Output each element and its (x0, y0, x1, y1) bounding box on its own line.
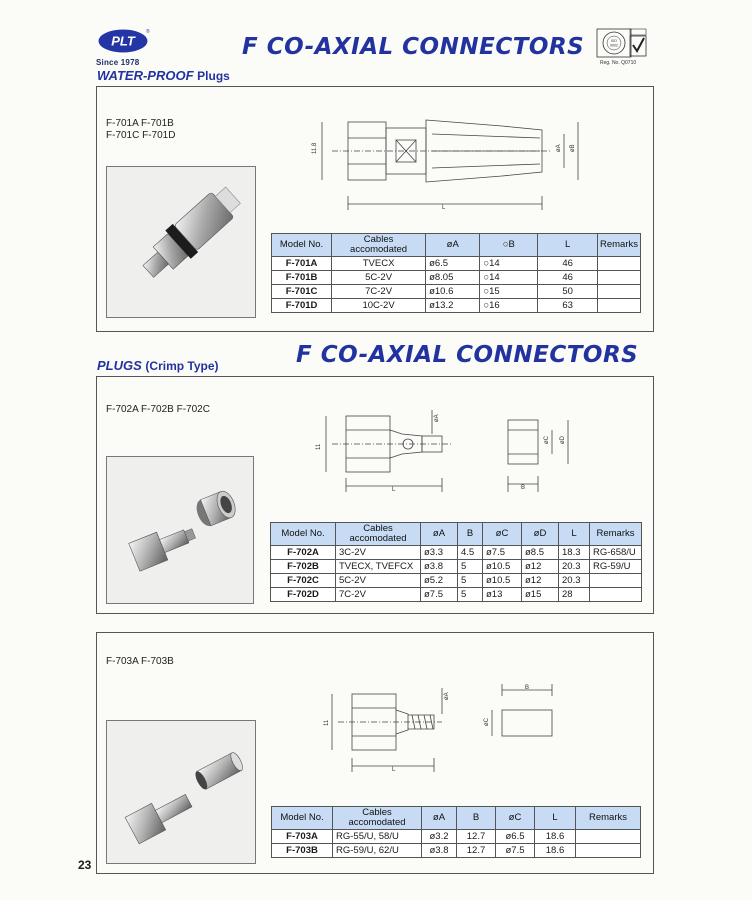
cell: 18.6 (535, 830, 576, 844)
table-header-row (271, 523, 642, 546)
section2-models: F-702A F-702B F-702C (106, 404, 210, 415)
cell: ø10.6 (426, 285, 480, 299)
col-header: L (535, 807, 576, 830)
col-header: øA (422, 807, 457, 830)
cell (590, 574, 642, 588)
cell: ø12 (522, 560, 559, 574)
product-photo-701 (106, 166, 256, 318)
cell: 18.6 (535, 844, 576, 858)
page-title: F CO-AXIAL CONNECTORS (242, 34, 585, 60)
col-header: Remarks (597, 234, 640, 257)
cell: ○15 (480, 285, 538, 299)
drawing-701 (302, 112, 592, 216)
section2-big-title: F CO-AXIAL CONNECTORS (296, 342, 639, 368)
table-row (272, 271, 641, 285)
table-row (271, 546, 642, 560)
cell: RG-59/U, 62/U (333, 844, 422, 858)
table-row (272, 257, 641, 271)
cell (597, 257, 640, 271)
table-row (272, 844, 641, 858)
col-header: øA (426, 234, 480, 257)
cell: 5C-2V (332, 271, 426, 285)
cell (597, 299, 640, 313)
cell: 10C-2V (332, 299, 426, 313)
cell: ○14 (480, 271, 538, 285)
section2-subtitle: (Crimp Type) (145, 359, 219, 373)
table-row (272, 285, 641, 299)
dim-b: B (525, 685, 530, 691)
cell-model: F-703A (272, 830, 333, 844)
svg-text:ISO: ISO (610, 39, 618, 43)
cell: ø3.2 (422, 830, 457, 844)
cell: ø13.2 (426, 299, 480, 313)
section1-heading (97, 68, 230, 83)
table-702 (270, 522, 642, 602)
cell: 4.5 (458, 546, 483, 560)
cell: ø3.3 (421, 546, 458, 560)
cell-model: F-703B (272, 844, 333, 858)
col-header: B (458, 523, 483, 546)
cell: 5 (458, 588, 483, 602)
col-header: øA (421, 523, 458, 546)
cell: ø8.05 (426, 271, 480, 285)
table-row (272, 299, 641, 313)
cell-model: F-701C (272, 285, 332, 299)
cell: RG-55/U, 58/U (333, 830, 422, 844)
page-number: 23 (78, 858, 92, 872)
col-header: øC (483, 523, 522, 546)
table-703 (271, 806, 641, 858)
cell-model: F-701B (272, 271, 332, 285)
cell: 5C-2V (336, 574, 421, 588)
dim-hex: 11 (316, 443, 322, 450)
product-photo-703 (106, 720, 256, 864)
dim-hex: 11 (324, 719, 330, 726)
cell: ø6.5 (496, 830, 535, 844)
cell: TVECX (332, 257, 426, 271)
dim-a: øA (444, 692, 450, 700)
table-row (272, 830, 641, 844)
table-header-row (272, 234, 641, 257)
cell: TVECX, TVEFCX (336, 560, 421, 574)
since-label: Since 1978 (96, 58, 140, 67)
table-row (271, 588, 642, 602)
cell: ø12 (522, 574, 559, 588)
dim-d: øD (560, 436, 566, 444)
cell: 5 (458, 574, 483, 588)
cell-model: F-701A (272, 257, 332, 271)
cell: 50 (538, 285, 598, 299)
col-header: Remarks (576, 807, 641, 830)
dim-l: L (442, 205, 446, 211)
drawing-703 (322, 680, 572, 774)
cell: 63 (538, 299, 598, 313)
cell: ø7.5 (421, 588, 458, 602)
dim-b: øB (570, 144, 576, 152)
models-line-2: F-701C F-701D (106, 130, 176, 141)
dim-l: L (392, 487, 396, 493)
cell: 3C-2V (336, 546, 421, 560)
drawing-702 (312, 404, 594, 496)
cell: 12.7 (457, 830, 496, 844)
col-header: øC (496, 807, 535, 830)
product-photo-702 (106, 456, 254, 604)
cell-model: F-702D (271, 588, 336, 602)
cell: 7C-2V (336, 588, 421, 602)
plt-logo (96, 26, 150, 56)
cell: 46 (538, 257, 598, 271)
cell-model: F-702C (271, 574, 336, 588)
section3-models: F-703A F-703B (106, 656, 174, 667)
dim-b: B (521, 485, 526, 491)
dim-a: øA (556, 144, 562, 152)
cell: 20.3 (559, 560, 590, 574)
col-header: Remarks (590, 523, 642, 546)
reg-number: Reg. No. Q0710 (600, 60, 637, 66)
cell-model: F-702A (271, 546, 336, 560)
col-header: Cables accomodated (333, 807, 422, 830)
cell (576, 830, 641, 844)
cell: ø8.5 (522, 546, 559, 560)
connector-703-illustration (107, 721, 255, 863)
table-header-row (272, 807, 641, 830)
dim-hex: 11.8 (312, 142, 318, 154)
col-header: Cables accomodated (336, 523, 421, 546)
col-header: Model No. (272, 234, 332, 257)
col-header: ○B (480, 234, 538, 257)
cell: ○16 (480, 299, 538, 313)
col-header: Model No. (272, 807, 333, 830)
dim-c: øC (544, 436, 550, 444)
col-header: L (538, 234, 598, 257)
cell: ø7.5 (496, 844, 535, 858)
connector-702-illustration (107, 457, 253, 603)
cell: 12.7 (457, 844, 496, 858)
logo-text: PLT (111, 33, 135, 49)
models-line-1: F-701A F-701B (106, 118, 174, 129)
dim-a: øA (434, 414, 440, 422)
section2-title: PLUGS (97, 358, 142, 373)
cell (590, 588, 642, 602)
section2-heading (97, 358, 219, 373)
cell: 20.3 (559, 574, 590, 588)
table-701 (271, 233, 641, 313)
col-header: Cables accomodated (332, 234, 426, 257)
cell: 7C-2V (332, 285, 426, 299)
section1-models (106, 118, 175, 142)
cell (597, 271, 640, 285)
cell: ø3.8 (422, 844, 457, 858)
cell: ø15 (522, 588, 559, 602)
cell: ø10.5 (483, 574, 522, 588)
cell: ø5.2 (421, 574, 458, 588)
table-row (271, 560, 642, 574)
cell: ø13 (483, 588, 522, 602)
section1-title: WATER-PROOF (97, 68, 194, 83)
col-header: L (559, 523, 590, 546)
col-header: B (457, 807, 496, 830)
cell: ø3.8 (421, 560, 458, 574)
cell: ø7.5 (483, 546, 522, 560)
cell: 18.3 (559, 546, 590, 560)
cell: 5 (458, 560, 483, 574)
cell: RG-59/U (590, 560, 642, 574)
certified-check-icon (628, 28, 648, 58)
svg-text:®: ® (146, 29, 150, 35)
connector-701-illustration (107, 167, 255, 317)
dim-l: L (392, 767, 396, 773)
cell-model: F-702B (271, 560, 336, 574)
svg-text:9002: 9002 (610, 43, 618, 48)
cell (597, 285, 640, 299)
cell: RG-658/U (590, 546, 642, 560)
dim-c: øC (484, 718, 490, 726)
iso-seal-icon (596, 28, 632, 58)
cell: 28 (559, 588, 590, 602)
cell: ø10.5 (483, 560, 522, 574)
table-row (271, 574, 642, 588)
cell-model: F-701D (272, 299, 332, 313)
cell: ○14 (480, 257, 538, 271)
col-header: øD (522, 523, 559, 546)
cell: 46 (538, 271, 598, 285)
section1-subtitle: Plugs (197, 69, 230, 83)
col-header: Model No. (271, 523, 336, 546)
cell: ø6.5 (426, 257, 480, 271)
cell (576, 844, 641, 858)
